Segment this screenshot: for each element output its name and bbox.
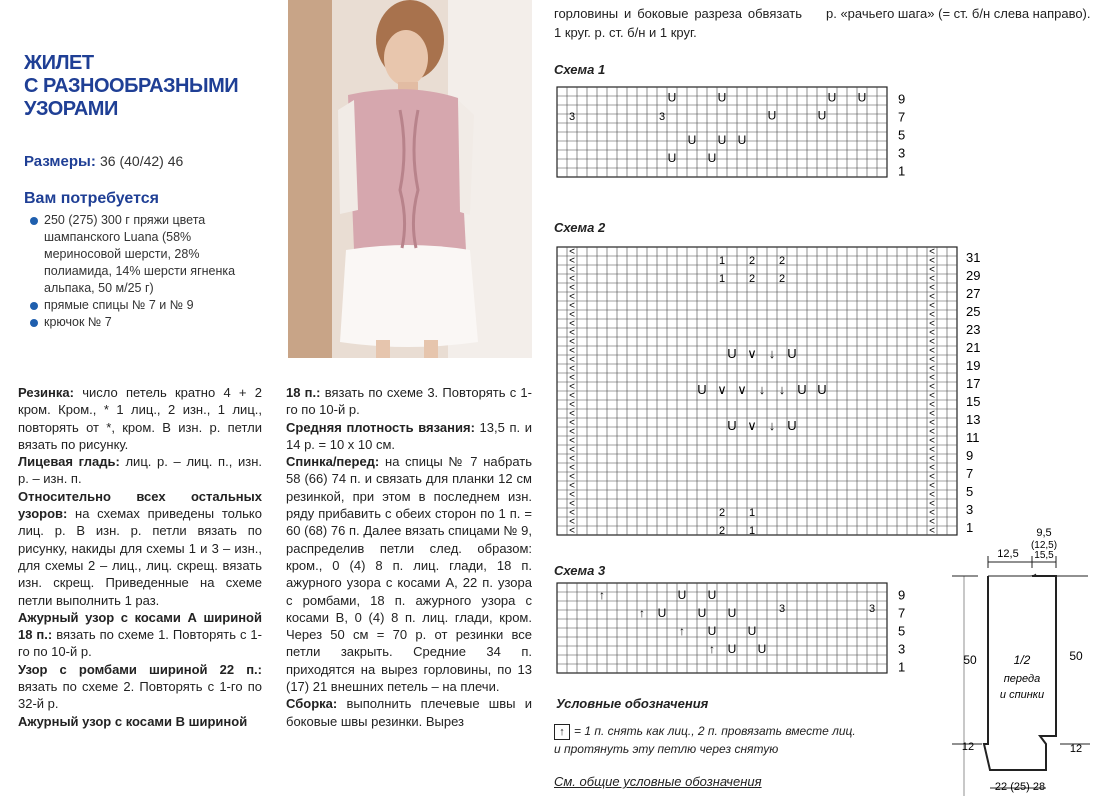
stitch-symbol: U (707, 588, 717, 603)
stitch-symbol: U (817, 108, 827, 123)
stitch-symbol: < (929, 318, 935, 330)
row-number: 23 (966, 321, 981, 337)
scheme-3-chart (556, 582, 916, 678)
stitch-symbol: < (569, 498, 575, 510)
legend-title: Условные обозначения (556, 696, 709, 711)
legend-line: = 1 п. снять как лиц., 2 п. провязать вместе лиц. (574, 724, 856, 738)
stitch-symbol: < (929, 282, 935, 294)
stitch-symbol: < (569, 246, 575, 258)
title-line: ЖИЛЕТ (24, 52, 94, 74)
stitch-symbol: < (929, 408, 935, 420)
paragraph: Резинка: число петель кратно 4 + 2 кром. Кром., * 1 лиц., 2 изн., 1 лиц., повторять от *, кром. В изн. р. петли вязать по рисунку. (18, 385, 262, 452)
row-number: 1 (966, 519, 974, 535)
stitch-symbol: < (569, 282, 575, 294)
stitch-symbol: < (569, 516, 575, 528)
stitch-symbol: U (787, 346, 797, 362)
stitch-symbol: < (929, 516, 935, 528)
stitch-symbol: < (569, 291, 575, 303)
stitch-symbol: < (569, 372, 575, 384)
stitch-symbol: < (569, 390, 575, 402)
stitch-symbol: < (929, 498, 935, 510)
stitch-symbol: < (569, 255, 575, 267)
row-number: 15 (966, 393, 981, 409)
stitch-symbol: 1 (748, 507, 756, 520)
stitch-symbol: U (757, 642, 767, 657)
stitch-symbol: < (569, 435, 575, 447)
row-number: 19 (966, 357, 981, 373)
stitch-symbol: U (727, 642, 737, 657)
row-number: 5 (898, 623, 906, 639)
stitch-symbol: < (569, 336, 575, 348)
stitch-symbol: U (667, 151, 677, 165)
row-number: 9 (898, 587, 906, 603)
stitch-symbol: < (929, 372, 935, 384)
row-number: 27 (966, 285, 981, 301)
neck-width-label: 9,5 (1036, 527, 1052, 539)
height-right-label: 50 (1069, 649, 1083, 663)
title-line: С РАЗНООБРАЗНЫМИ (24, 75, 239, 97)
stitch-symbol: < (929, 363, 935, 375)
scheme-1-title: Схема 1 (554, 62, 606, 77)
stitch-symbol: U (857, 90, 867, 105)
stitch-symbol: U (717, 133, 727, 147)
stitch-symbol: 3 (568, 111, 576, 124)
stitch-symbol: < (569, 363, 575, 375)
stitch-symbol: < (569, 462, 575, 474)
stitch-symbol: < (569, 264, 575, 276)
list-item: крючок № 7 (30, 314, 270, 331)
stitch-symbol: < (569, 444, 575, 456)
stitch-symbol: 2 (748, 273, 756, 286)
stitch-symbol: < (569, 327, 575, 339)
sizes-line (24, 153, 183, 170)
scheme-2-title: Схема 2 (554, 220, 606, 235)
stitch-symbol: < (569, 399, 575, 411)
row-number: 5 (966, 483, 974, 499)
stitch-symbol: ↑ (679, 624, 685, 639)
stitch-symbol: < (929, 309, 935, 321)
stitch-symbol: < (569, 489, 575, 501)
stitch-symbol: U (697, 382, 707, 398)
stitch-symbol: ↓ (758, 382, 766, 398)
paragraph: Ажурный узор с косами А шириной 18 п.: вязать по схеме 1. Повторять с 1-го по 10-й р. (18, 609, 262, 660)
paragraph: Ажурный узор с косами В шириной (18, 713, 248, 729)
stitch-symbol: U (697, 606, 707, 621)
stitch-symbol: U (817, 382, 827, 398)
stitch-symbol: 2 (718, 507, 726, 520)
sizes-label: Размеры: (24, 153, 96, 170)
stitch-symbol: < (569, 345, 575, 357)
stitch-symbol: < (569, 507, 575, 519)
bottom-width-label: 22 (25) 28 (994, 781, 1046, 793)
stitch-symbol: U (797, 382, 807, 398)
paragraph: 18 п.: вязать по схеме 3. Повторять с 1-го по 10-й р. (286, 385, 532, 418)
stitch-symbol: < (929, 399, 935, 411)
row-number: 7 (966, 465, 974, 481)
stitch-symbol: 2 (718, 525, 726, 538)
decrease-symbol-icon: ↑ (554, 724, 570, 740)
stitch-symbol: U (717, 90, 727, 105)
row-number: 1 (898, 163, 906, 179)
stitch-symbol: ↑ (639, 606, 645, 621)
stitch-symbol: < (929, 390, 935, 402)
stitch-symbol: U (787, 418, 797, 434)
stitch-symbol: < (929, 444, 935, 456)
stitch-symbol: < (929, 417, 935, 429)
stitch-symbol: 1 (718, 273, 726, 286)
stitch-symbol: < (929, 264, 935, 276)
row-number: 11 (966, 429, 980, 445)
materials-heading: Вам потребуется (24, 190, 159, 207)
stitch-symbol: < (929, 381, 935, 393)
scheme-3-title: Схема 3 (554, 563, 606, 578)
stitch-symbol: < (569, 381, 575, 393)
list-item: прямые спицы № 7 и № 9 (30, 297, 270, 314)
stitch-symbol: U (747, 624, 757, 639)
piece-fraction: 1/2 (1013, 653, 1031, 667)
stitch-symbol: < (929, 471, 935, 483)
scheme-1-chart (556, 86, 916, 182)
stitch-symbol: < (929, 273, 935, 285)
stitch-symbol: < (929, 291, 935, 303)
paragraph: Лицевая гладь: лиц. р. – лиц. п., изн. р. – изн. п. (18, 454, 262, 487)
see-also-link[interactable]: См. общие условные обозначения (554, 774, 762, 789)
stitch-symbol: < (929, 246, 935, 258)
row-number: 25 (966, 303, 981, 319)
stitch-symbol: U (657, 606, 667, 621)
stitch-symbol: U (727, 346, 737, 362)
stitch-symbol: 3 (868, 602, 876, 615)
stitch-symbol: < (569, 309, 575, 321)
stitch-symbol: U (667, 90, 677, 105)
stitch-symbol: < (569, 525, 575, 537)
stitch-symbol: < (929, 336, 935, 348)
paragraph: Сборка: выполнить плечевые швы и боковые швы резинки. Вырез (286, 696, 532, 729)
stitch-symbol: < (569, 426, 575, 438)
height-left-label: 50 (963, 653, 977, 667)
stitch-symbol: < (929, 255, 935, 267)
stitch-symbol: < (569, 453, 575, 465)
stitch-symbol: U (827, 90, 837, 105)
stitch-symbol: < (569, 318, 575, 330)
stitch-symbol: 1 (718, 255, 726, 268)
stitch-symbol: < (929, 507, 935, 519)
row-number: 3 (898, 641, 906, 657)
stitch-symbol: ↓ (768, 346, 776, 362)
bullet-icon (30, 319, 38, 327)
stitch-symbol: < (569, 408, 575, 420)
piece-label: и спинки (999, 689, 1045, 701)
paragraph: Спинка/перед: на спицы № 7 набрать 58 (66) 74 п. и связать для планки 12 см резинкой, при этом в последнем изн. ряду прибавить с обеих сторон по 1 п. = 60 (68) 76 п. Далее вязать спицами № 9, распределив петли след. образом: кром., 0 (4) 8 п. лиц. глади, 18 п. ажурного узора с косами А, 22 п. узора с ромбами, 18 п. ажурного узора с косами В, 0 (4) 8 п. лиц. глади, кром. Через 50 см = 70 р. от резинки все петли закрыть. Средние 34 п. приходятся на вырез горловины, по 13 (17) 21 внешних петель – на плечи. (286, 454, 532, 695)
stitch-symbol: < (929, 489, 935, 501)
stitch-symbol: < (569, 273, 575, 285)
stitch-symbol: 3 (778, 602, 786, 615)
stitch-symbol: U (737, 133, 747, 147)
assembly-continued: горловины и боковые разреза обвязать 1 круг. р. ст. б/н и 1 круг. (554, 6, 802, 40)
stitch-symbol: < (929, 426, 935, 438)
stitch-symbol: ∨ (737, 382, 747, 398)
stitch-symbol: < (929, 327, 935, 339)
stitch-symbol: ∨ (747, 346, 757, 362)
stitch-symbol: < (929, 435, 935, 447)
stitch-symbol: ↑ (599, 588, 605, 603)
band-left-label: 12 (961, 741, 975, 753)
stitch-symbol: 3 (658, 111, 666, 124)
stitch-symbol: U (727, 606, 737, 621)
stitch-symbol: < (569, 471, 575, 483)
stitch-symbol: U (727, 418, 737, 434)
legend-line: и протянуть эту петлю через снятую (554, 742, 779, 756)
row-number: 5 (898, 127, 906, 143)
row-number: 17 (966, 375, 981, 391)
band-right-label: 12 (1069, 743, 1083, 755)
row-number: 1 (898, 659, 906, 675)
assembly-continued-2: р. «рачьего шага» (= ст. б/н слева направо). (826, 6, 1091, 21)
stitch-symbol: < (929, 453, 935, 465)
stitch-symbol: 2 (778, 273, 786, 286)
stitch-symbol: U (767, 108, 777, 123)
stitch-symbol: < (929, 480, 935, 492)
row-number: 9 (898, 91, 906, 107)
stitch-symbol: 1 (748, 525, 756, 538)
row-number: 21 (966, 339, 981, 355)
stitch-symbol: 2 (778, 255, 786, 268)
row-number: 7 (898, 109, 906, 125)
paragraph: Узор с ромбами шириной 22 п.: вязать по схеме 2. Повторять с 1-го по 32-й р. (18, 661, 262, 712)
top-width-label: 12,5 (997, 548, 1019, 560)
stitch-symbol: 2 (748, 255, 756, 268)
row-number: 3 (898, 145, 906, 161)
scheme-2-chart (556, 246, 986, 546)
stitch-symbol: U (707, 151, 717, 165)
row-number: 7 (898, 605, 906, 621)
stitch-symbol: < (929, 354, 935, 366)
stitch-symbol: U (687, 133, 697, 147)
photo-illustration (288, 0, 532, 358)
bullet-icon (30, 217, 38, 225)
model-photo (288, 0, 532, 358)
legend (554, 722, 856, 758)
paragraph: Средняя плотность вязания: 13,5 п. и 14 р. = 10 х 10 см. (286, 419, 532, 452)
sizes-value: 36 (40/42) 46 (100, 153, 184, 169)
stitch-symbol: ∨ (747, 418, 757, 434)
row-number: 31 (966, 249, 981, 265)
row-number: 13 (966, 411, 981, 427)
stitch-symbol: ↓ (778, 382, 786, 398)
text-column-1 (18, 384, 262, 730)
paragraph: Относительно всех остальных узоров: на схемах приведены только лиц. р. В изн. р. петли вязать по рисунку, накиды для схемы 1 и 3 – изн., для схемы 2 – лиц., лиц. скрещ. вязать изн. скрещ. Приведенные на схеме петли выполнить 1 раз. (18, 488, 262, 608)
article-title (24, 52, 264, 121)
stitch-symbol: ∨ (717, 382, 727, 398)
stitch-symbol: U (707, 624, 717, 639)
stitch-symbol: ↓ (768, 418, 776, 434)
text-column-2 (286, 384, 532, 730)
stitch-symbol: ↑ (709, 642, 715, 657)
stitch-symbol: < (929, 525, 935, 537)
bullet-icon (30, 302, 38, 310)
stitch-symbol: < (569, 417, 575, 429)
stitch-symbol: < (569, 354, 575, 366)
materials-list (30, 212, 270, 331)
stitch-symbol: < (929, 300, 935, 312)
stitch-symbol: U (677, 588, 687, 603)
title-line: УЗОРАМИ (24, 98, 118, 120)
row-number: 3 (966, 501, 974, 517)
row-number: 29 (966, 267, 981, 283)
stitch-symbol: < (929, 462, 935, 474)
stitch-symbol: < (929, 345, 935, 357)
stitch-symbol: < (569, 300, 575, 312)
row-number: 9 (966, 447, 974, 463)
neck-width-last: 15,5 (1034, 550, 1054, 561)
neck-width-sizes: (12,5) (1030, 540, 1058, 551)
piece-label: переда (1003, 673, 1041, 685)
list-item: 250 (275) 300 г пряжи цвета шампанского Luana (58% мериносовой шерсти, 28% полиамида, 14% шерсти ягненка альпака, 50 м/25 г) (30, 212, 270, 297)
stitch-symbol: < (569, 480, 575, 492)
garment-pattern (950, 526, 1100, 802)
